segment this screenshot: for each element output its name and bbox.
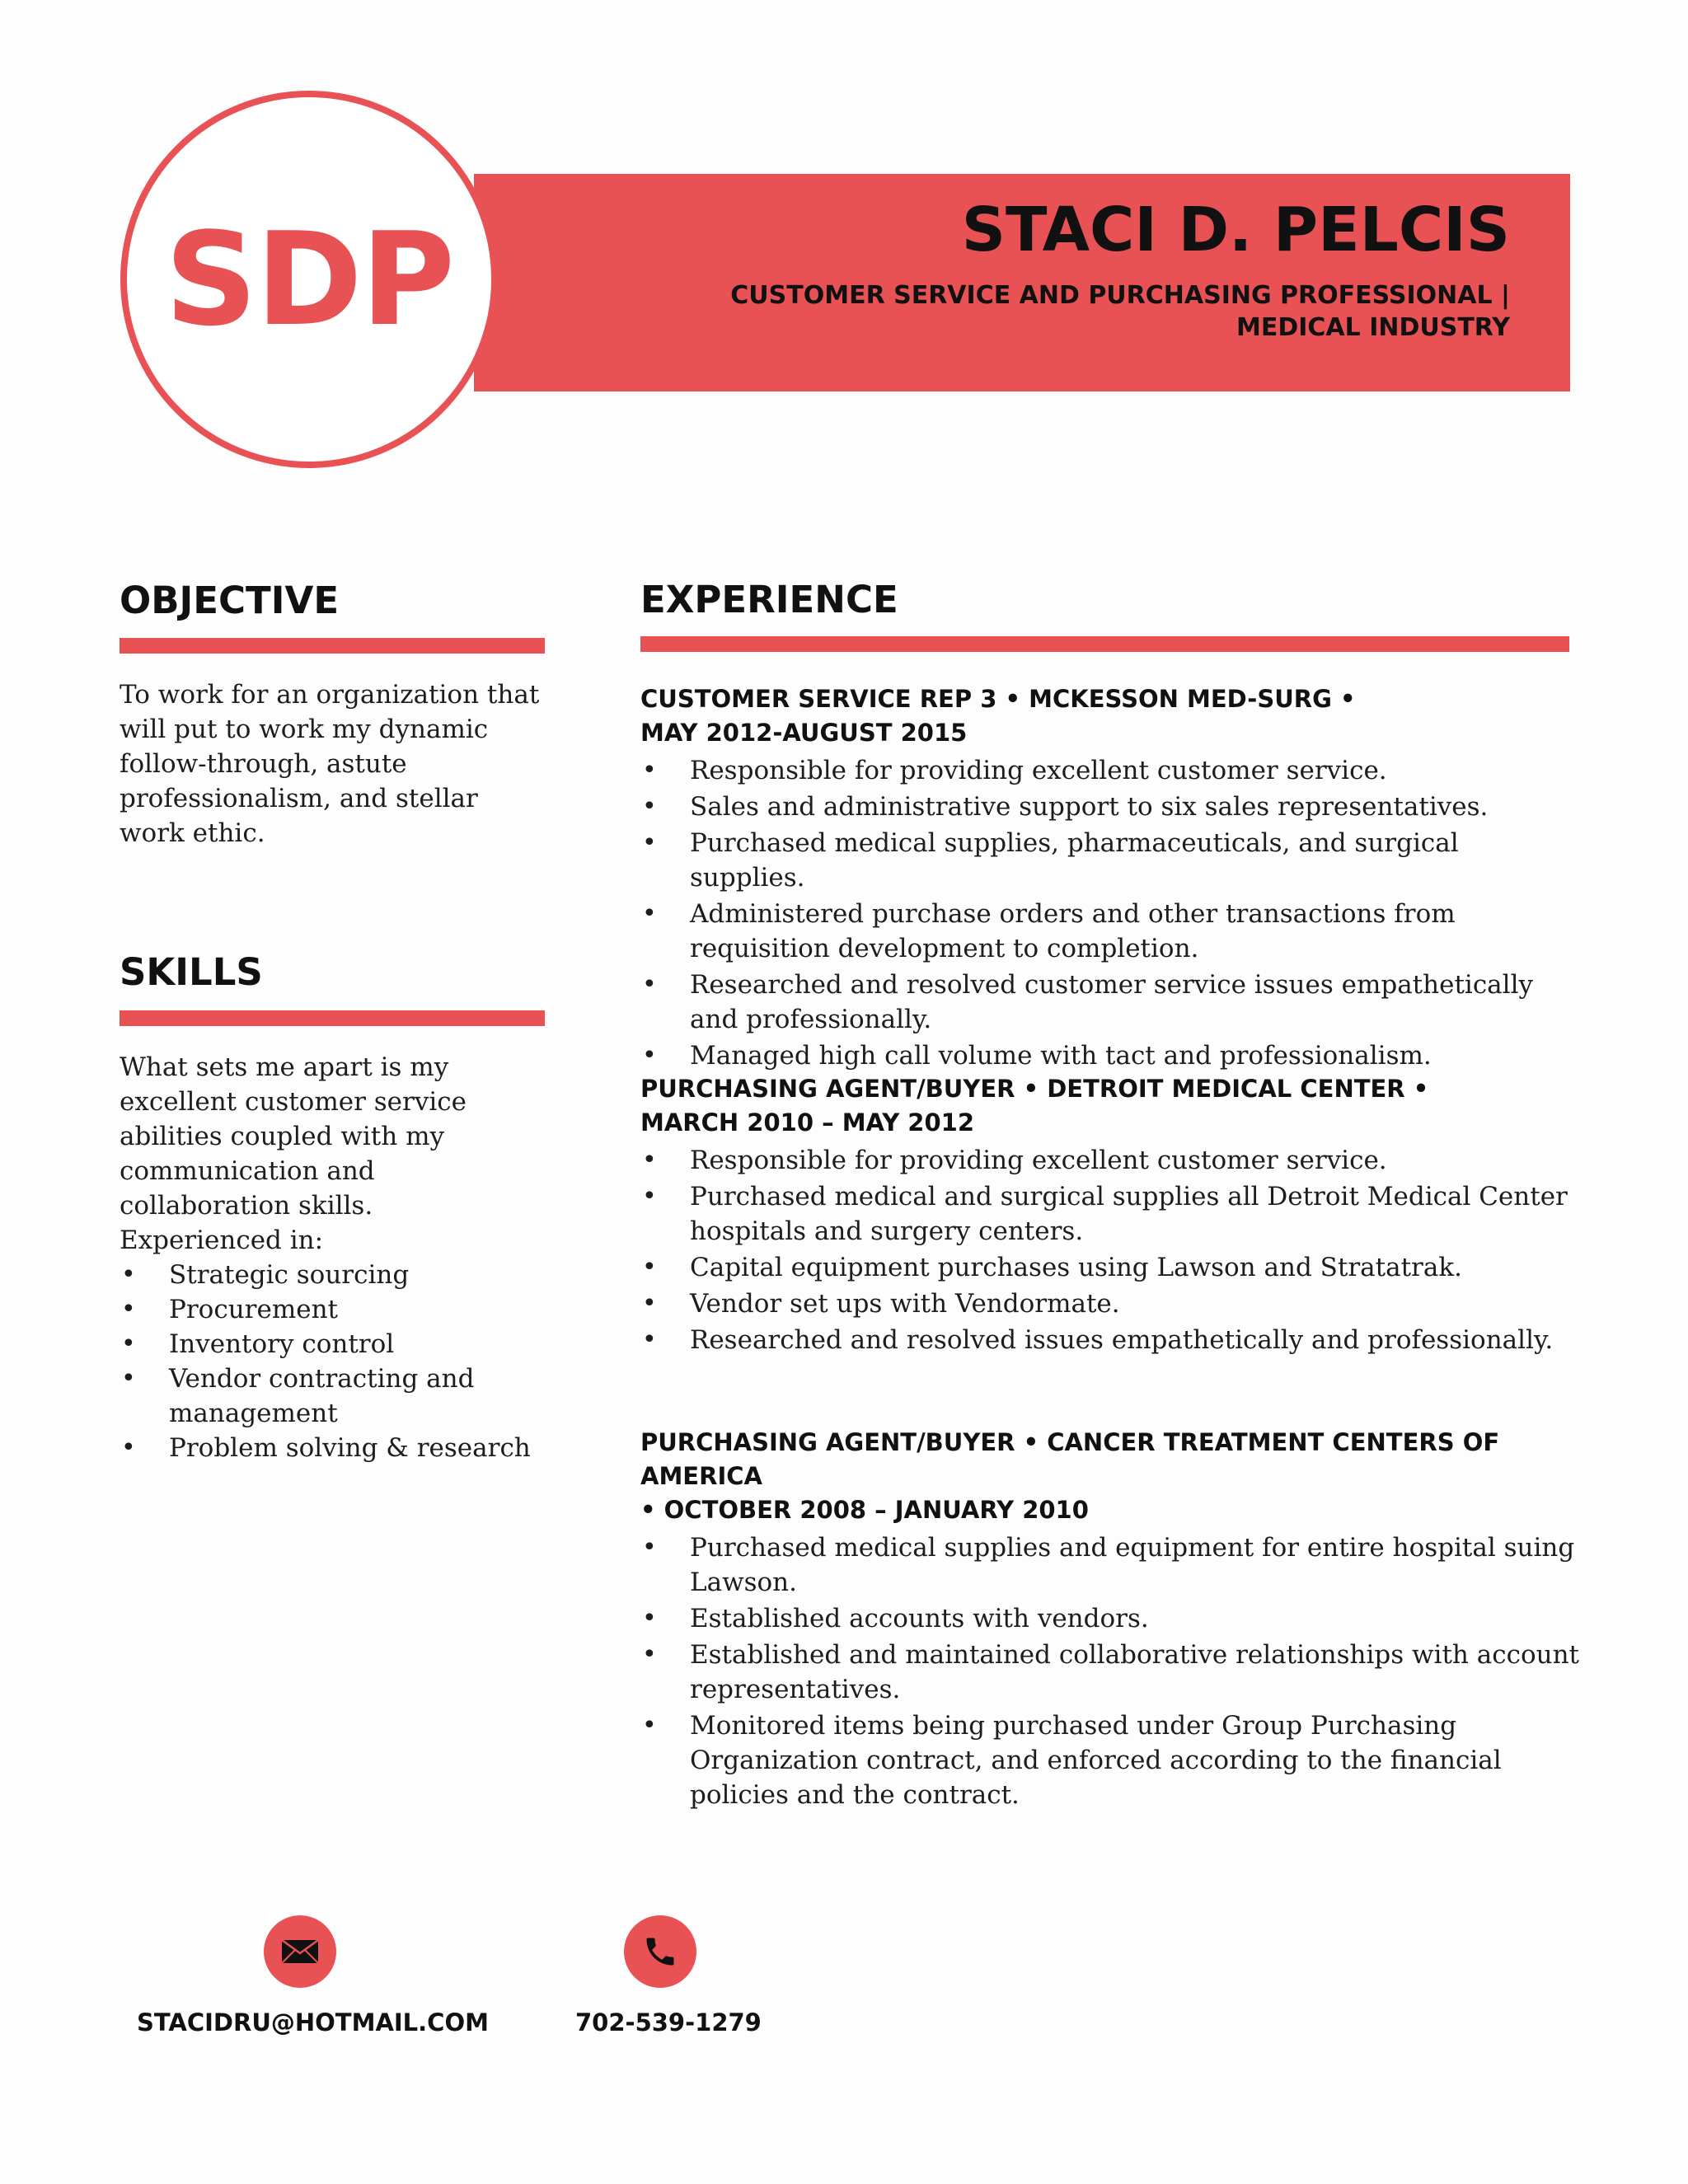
job-bullets xyxy=(640,1530,1580,1812)
skill-item: • Problem solving & research xyxy=(120,1431,548,1465)
job-dates: MARCH 2010 – MAY 2012 xyxy=(640,1108,975,1137)
candidate-tagline: CUSTOMER SERVICE AND PURCHASING PROFESSIONAL | MEDICAL INDUSTRY xyxy=(730,281,1510,342)
monogram-initials: SDP xyxy=(164,204,454,354)
objective-rule xyxy=(120,638,545,654)
job-bullet: • Purchased medical and surgical supplies all Detroit Medical Center hospitals and surgery centers. xyxy=(640,1179,1597,1249)
experience-heading: EXPERIENCE xyxy=(640,578,898,621)
skills-list xyxy=(120,1258,548,1465)
job-title: PURCHASING AGENT/BUYER • CANCER TREATMENT CENTERS OF AMERICA xyxy=(640,1428,1500,1490)
job-header xyxy=(640,1426,1580,1527)
job-header xyxy=(640,682,1580,750)
job-bullets xyxy=(640,1143,1580,1357)
job-header xyxy=(640,1072,1580,1140)
job-bullet: • Purchased medical supplies and equipment for entire hospital suing Lawson. xyxy=(640,1530,1580,1600)
job-entry xyxy=(640,682,1580,1075)
job-bullet: • Established and maintained collaborative relationships with account representatives. xyxy=(640,1638,1588,1707)
contact-email[interactable]: STACIDRU@HOTMAIL.COM xyxy=(137,2008,489,2036)
job-title: CUSTOMER SERVICE REP 3 • MCKESSON MED-SURG • xyxy=(640,685,1356,713)
job-entry xyxy=(640,1426,1580,1814)
skill-item: • Inventory control xyxy=(120,1327,548,1361)
job-dates: MAY 2012-AUGUST 2015 xyxy=(640,719,968,747)
skills-heading: SKILLS xyxy=(120,950,263,994)
job-bullet: • Researched and resolved customer service issues empathetically and professionally. xyxy=(640,968,1564,1037)
job-bullet: • Capital equipment purchases using Lawson and Stratatrak. xyxy=(640,1250,1580,1285)
skills-intro: What sets me apart is my excellent customer service abilities coupled with my communication and collaboration skills. xyxy=(120,1052,467,1221)
objective-heading: OBJECTIVE xyxy=(120,579,340,622)
job-title: PURCHASING AGENT/BUYER • DETROIT MEDICAL CENTER • xyxy=(640,1075,1429,1103)
envelope-glyph xyxy=(281,1939,319,1964)
objective-paragraph: To work for an organization that will put to work my dynamic follow-through, astute professionalism, and stellar work ethic. xyxy=(120,680,540,848)
contact-phone[interactable]: 702-539-1279 xyxy=(575,2008,762,2036)
job-bullet: • Managed high call volume with tact and professionalism. xyxy=(640,1038,1580,1073)
job-bullet: • Sales and administrative support to six sales representatives. xyxy=(640,790,1580,824)
job-entry xyxy=(640,1072,1580,1359)
skills-rule xyxy=(120,1010,545,1026)
objective-text xyxy=(120,677,548,851)
job-dates: • OCTOBER 2008 – JANUARY 2010 xyxy=(640,1496,1089,1524)
job-bullet: • Vendor set ups with Vendormate. xyxy=(640,1286,1580,1321)
candidate-name: STACI D. PELCIS xyxy=(961,194,1510,265)
job-bullet: • Administered purchase orders and other transactions from requisition development to completion. xyxy=(640,897,1514,966)
skill-item: • Vendor contracting and management xyxy=(120,1361,523,1431)
phone-icon xyxy=(624,1915,696,1988)
job-bullet: • Monitored items being purchased under Group Purchasing Organization contract, and enforced according to the financial policies and the contract. xyxy=(640,1708,1531,1812)
job-bullet: • Established accounts with vendors. xyxy=(640,1601,1580,1636)
phone-glyph xyxy=(642,1933,678,1970)
job-bullet: • Researched and resolved issues empathetically and professionally. xyxy=(640,1323,1580,1357)
experience-rule xyxy=(640,636,1569,652)
job-bullet: • Responsible for providing excellent customer service. xyxy=(640,1143,1580,1178)
job-bullet: • Responsible for providing excellent customer service. xyxy=(640,753,1580,788)
job-bullets xyxy=(640,753,1580,1073)
skills-section xyxy=(120,1050,548,1465)
skills-experienced-label: Experienced in: xyxy=(120,1226,324,1255)
envelope-icon xyxy=(264,1915,336,1988)
job-bullet: • Purchased medical supplies, pharmaceuticals, and surgical supplies. xyxy=(640,826,1580,895)
skill-item: • Procurement xyxy=(120,1292,548,1327)
skill-item: • Strategic sourcing xyxy=(120,1258,548,1292)
